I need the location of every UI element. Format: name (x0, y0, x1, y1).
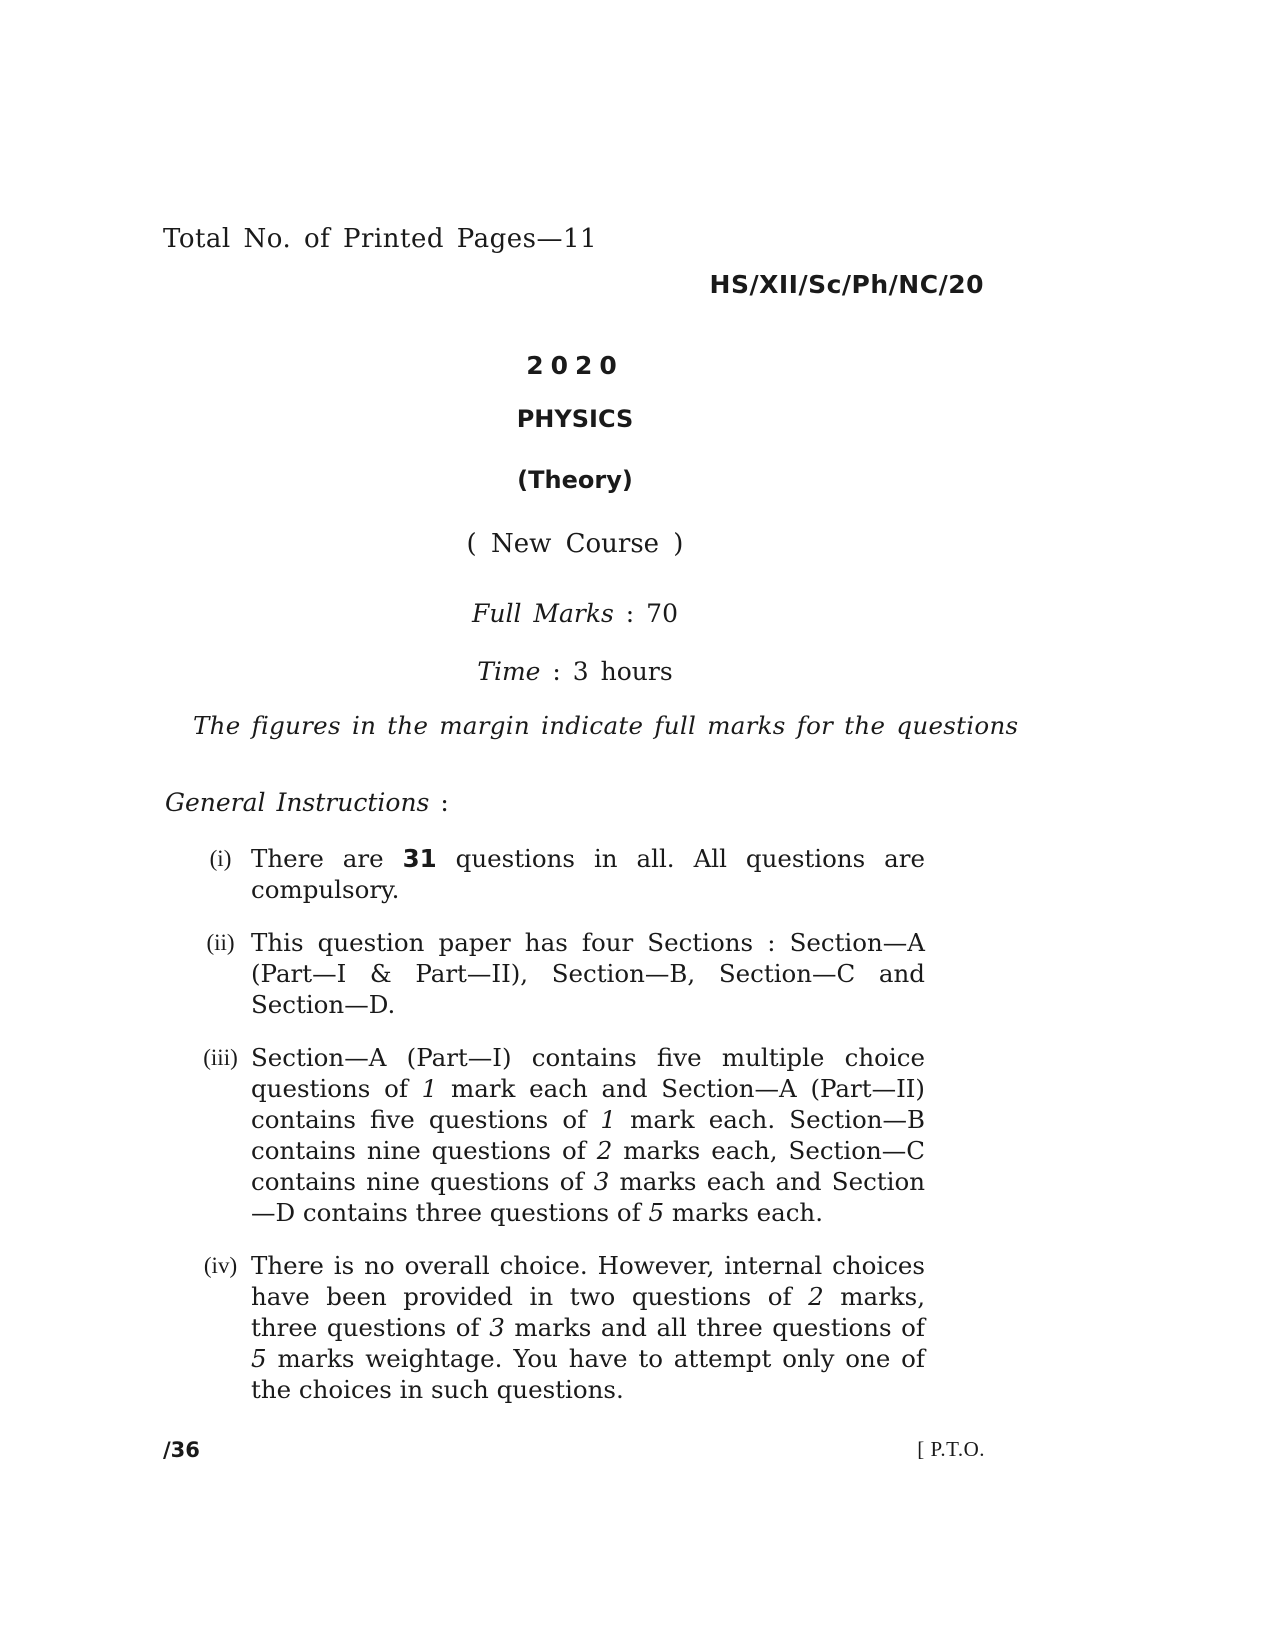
mark-value: 1 (600, 1105, 616, 1134)
text-run: marks, three questions of (251, 1282, 925, 1342)
text-run: Section—A (Part—I) contains five multiple choice questions of (251, 1043, 925, 1103)
course-label: ( New Course ) (466, 529, 684, 559)
instruction-text (251, 1250, 925, 1405)
time-value: 3 hours (572, 657, 673, 686)
full-marks-separator: : (613, 599, 647, 628)
mark-value: 1 (421, 1074, 438, 1103)
instruction-number: (i) (209, 846, 232, 871)
instruction-text: This question paper has four Sections : Section—A (Part—I & Part—II), Section—B, Section—C and Section—D. (251, 928, 925, 1019)
exam-year: 2020 (526, 351, 624, 380)
instruction-text (251, 1042, 925, 1228)
mark-value: 2 (808, 1282, 824, 1311)
full-marks-label: Full Marks (472, 599, 614, 628)
mark-value: 5 (251, 1344, 267, 1373)
full-marks (300, 599, 850, 628)
instruction-number: (iv) (203, 1253, 238, 1278)
text-run: marks each, Section—C contains nine questions of (251, 1136, 926, 1196)
mark-value: 3 (489, 1313, 505, 1342)
margin-note: The figures in the margin indicate full marks for the questions (193, 711, 1019, 740)
instruction-number: (ii) (206, 930, 235, 955)
instructions-heading-text: General Instructions (165, 788, 430, 817)
instructions-heading (165, 788, 449, 817)
paper-code: HS/XII/Sc/Ph/NC/20 (709, 270, 984, 299)
footer-page-code: /36 (163, 1438, 200, 1462)
instruction-item (190, 1042, 930, 1228)
question-count: 31 (402, 844, 437, 873)
mark-value: 5 (648, 1198, 665, 1227)
instructions-list (190, 843, 930, 1427)
subject-title: PHYSICS (516, 405, 634, 433)
text-run: marks weightage. You have to attempt only one of the choices in such questions. (251, 1344, 925, 1404)
instruction-text (251, 843, 925, 905)
text-run: marks each and Section—D contains three questions of (251, 1167, 925, 1227)
text-run: mark each. Section—B contains nine questions of (251, 1105, 926, 1165)
text-run: mark each and Section—A (Part—II) contains five questions of (251, 1074, 925, 1134)
instruction-item (190, 1250, 930, 1405)
time-label: Time (477, 657, 541, 686)
paper-type: (Theory) (517, 466, 633, 494)
exam-time (300, 657, 850, 686)
time-separator: : (540, 657, 573, 686)
instruction-item (190, 843, 930, 905)
instruction-number: (iii) (203, 1045, 238, 1070)
text-run: There is no overall choice. However, internal choices have been provided in two questions of (251, 1251, 925, 1311)
total-printed-pages: Total No. of Printed Pages—11 (163, 224, 598, 254)
text-run: marks each. (664, 1198, 823, 1227)
mark-value: 2 (596, 1136, 613, 1165)
text-run: questions in all. All questions are compulsory. (251, 844, 925, 904)
text-run: There are (251, 844, 403, 873)
full-marks-value: 70 (646, 599, 678, 628)
instructions-heading-suffix: : (429, 788, 449, 817)
mark-value: 3 (593, 1167, 610, 1196)
text-run: marks and all three questions of (504, 1313, 925, 1342)
instruction-item (190, 927, 930, 1020)
footer-pto: [ P.T.O. (917, 1437, 985, 1461)
